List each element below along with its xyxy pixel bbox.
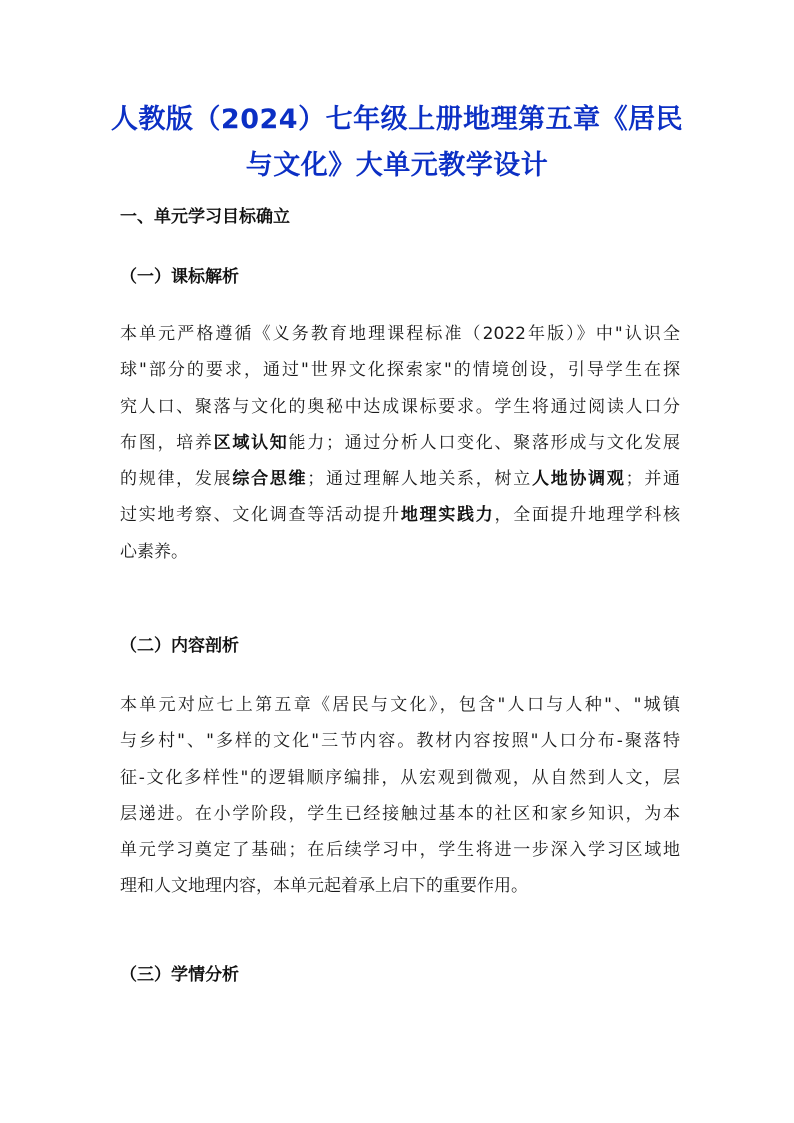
paragraph-line: 球"部分的要求，通过"世界文化探索家"的情境创设，引导学生在探 [120,360,680,381]
text-run: 布图，培养 [120,432,214,453]
text-run: ，全面提升地理学科核 [494,505,681,526]
paragraph-line: 层递进。在小学阶段，学生已经接触过基本的社区和家乡知识，为本 [120,803,680,824]
paragraph-line: 本单元对应七上第五章《居民与文化》，包含"人口与人种"、"城镇 [120,695,680,715]
title-line-2: 与文化》大单元教学设计 [245,150,549,181]
bold-term-geographic-practice: 地理实践力 [400,505,495,526]
subsection-heading-learners: （三）学情分析 [120,965,239,985]
paragraph-line [120,425,680,461]
paragraph-line [120,497,680,533]
text-run: ；并通 [625,469,681,490]
text-run: ；通过理解人地关系，树立 [307,469,532,490]
paragraph-line [120,461,680,497]
paragraph-line: 与乡村"、"多样的文化"三节内容。教材内容按照"人口分布-聚落特 [120,731,680,752]
paragraph-line: 究人口、聚落与文化的奥秘中达成课标要求。学生将通过阅读人口分 [120,396,680,417]
bold-term-comprehensive-thinking: 综合思维 [232,469,308,490]
subsection-heading-standards: （一）课标解析 [120,267,239,287]
subsection-heading-content: （二）内容剖析 [120,636,239,656]
text-run: 能力；通过分析人口变化、聚落形成与文化发展 [288,432,681,453]
paragraph-line: 单元学习奠定了基础；在后续学习中，学生将进一步深入学习区域地 [120,840,680,861]
text-run: 过实地考察、文化调查等活动提升 [120,505,401,526]
paragraph-line: 本单元严格遵循《义务教育地理课程标准（2022年版）》中"认识全 [120,324,680,344]
bold-term-human-land-coordination: 人地协调观 [531,469,626,490]
paragraph-line: 心素养。 [120,541,188,562]
section-heading-1: 一、单元学习目标确立 [120,207,290,227]
paragraph-standards [120,316,680,570]
title-line-1: 人教版（2024）七年级上册地理第五章《居民 [110,104,684,135]
text-run: 的规律，发展 [120,469,233,490]
paragraph-line: 理和人文地理内容，本单元起着承上启下的重要作用。 [120,876,528,897]
bold-term-regional-cognition: 区域认知 [213,432,289,453]
paragraph-content [120,687,680,905]
document-title [110,97,684,189]
paragraph-line: 征-文化多样性"的逻辑顺序编排，从宏观到微观，从自然到人文，层 [120,767,680,788]
